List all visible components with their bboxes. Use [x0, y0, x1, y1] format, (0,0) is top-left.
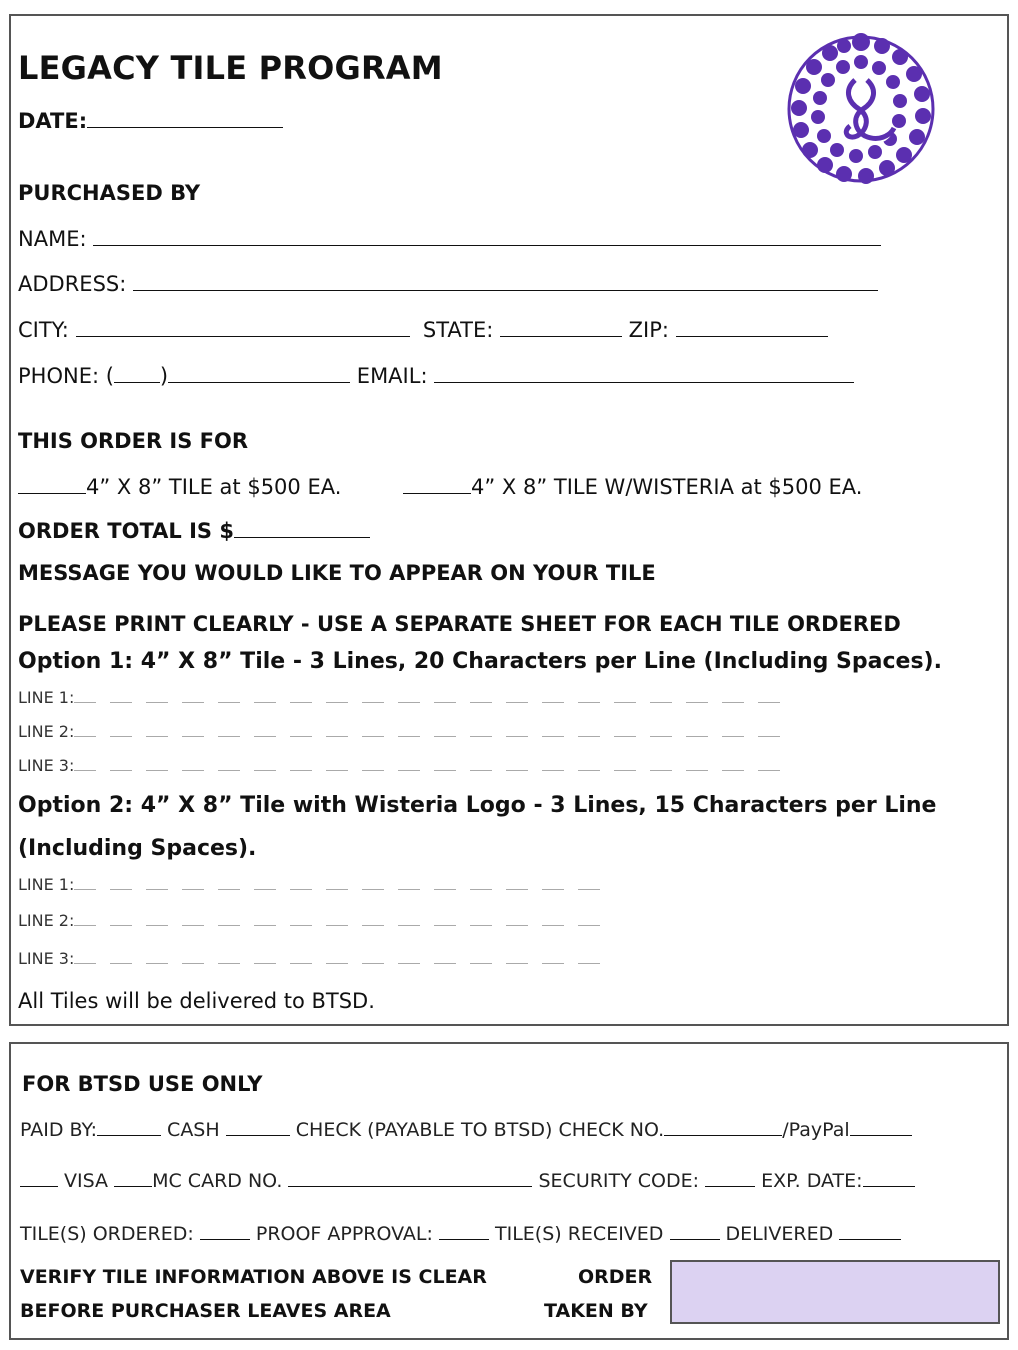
character-blank[interactable]: [326, 735, 348, 737]
character-blank[interactable]: [542, 735, 564, 737]
character-blank[interactable]: [254, 924, 276, 926]
character-blank[interactable]: [686, 735, 708, 737]
office-heading: FOR BTSD USE ONLY: [22, 1072, 263, 1096]
option1-line2[interactable]: [18, 724, 794, 740]
character-blank[interactable]: [218, 735, 240, 737]
order-taken-line-1: ORDER: [578, 1266, 653, 1288]
character-blank[interactable]: [218, 888, 240, 890]
character-blank[interactable]: [182, 888, 204, 890]
character-blank[interactable]: [362, 769, 384, 771]
payment-row[interactable]: [20, 1121, 912, 1140]
check-label: CHECK (PAYABLE TO BTSD) CHECK NO.: [295, 1119, 665, 1141]
order-heading: THIS ORDER IS FOR: [18, 429, 249, 453]
character-blank[interactable]: [254, 769, 276, 771]
character-blank[interactable]: [578, 735, 600, 737]
character-blank[interactable]: [182, 769, 204, 771]
character-blank[interactable]: [686, 769, 708, 771]
phone-label: PHONE: (: [18, 364, 114, 388]
character-blank[interactable]: [362, 701, 384, 703]
security-code-label: SECURITY CODE:: [538, 1170, 700, 1192]
character-blank[interactable]: [146, 924, 168, 926]
option2-line2[interactable]: [18, 913, 614, 929]
option1-line3[interactable]: [18, 758, 794, 774]
character-blank[interactable]: [542, 701, 564, 703]
page-title: LEGACY TILE PROGRAM: [18, 49, 443, 87]
character-blank[interactable]: [182, 701, 204, 703]
character-blank[interactable]: [506, 924, 528, 926]
name-label: NAME:: [18, 227, 87, 251]
line-label: LINE 3:: [18, 756, 75, 775]
order-total-label: ORDER TOTAL IS $: [18, 519, 234, 543]
character-blank[interactable]: [362, 735, 384, 737]
print-note: PLEASE PRINT CLEARLY - USE A SEPARATE SHEET FOR EACH TILE ORDERED: [18, 612, 901, 636]
character-blank[interactable]: [110, 962, 132, 964]
character-blank[interactable]: [182, 924, 204, 926]
date-field[interactable]: [18, 111, 283, 132]
card-row[interactable]: [20, 1172, 915, 1191]
paypal-label: /PayPal: [782, 1119, 850, 1141]
character-blank[interactable]: [470, 701, 492, 703]
character-blank[interactable]: [326, 924, 348, 926]
email-label: EMAIL:: [356, 364, 428, 388]
character-blank[interactable]: [650, 769, 672, 771]
character-blank[interactable]: [326, 888, 348, 890]
tile-option-a[interactable]: [18, 477, 341, 498]
character-blank[interactable]: [74, 924, 96, 926]
tile-option-a-label: 4” X 8” TILE at $500 EA.: [86, 475, 342, 499]
character-blank[interactable]: [722, 701, 744, 703]
character-blank[interactable]: [578, 888, 600, 890]
line-label: LINE 2:: [18, 911, 75, 930]
character-blank[interactable]: [110, 769, 132, 771]
city-label: CITY:: [18, 318, 69, 342]
phone-paren: ): [159, 364, 169, 388]
character-blank[interactable]: [614, 701, 636, 703]
character-blank[interactable]: [74, 769, 96, 771]
line-label: LINE 2:: [18, 722, 75, 741]
character-blank[interactable]: [218, 924, 240, 926]
character-blank[interactable]: [146, 769, 168, 771]
phone-email-row[interactable]: [18, 366, 854, 387]
character-blank[interactable]: [578, 769, 600, 771]
character-blank[interactable]: [470, 735, 492, 737]
character-blank[interactable]: [74, 735, 96, 737]
character-blank[interactable]: [650, 735, 672, 737]
character-blank[interactable]: [110, 924, 132, 926]
character-blank[interactable]: [398, 769, 420, 771]
character-blank[interactable]: [434, 701, 456, 703]
character-blank[interactable]: [290, 735, 312, 737]
tiles-ordered-label: TILE(S) ORDERED:: [20, 1223, 194, 1245]
character-blank[interactable]: [74, 888, 96, 890]
character-blank[interactable]: [74, 701, 96, 703]
character-blank[interactable]: [362, 888, 384, 890]
character-blank[interactable]: [686, 701, 708, 703]
date-label: DATE:: [18, 109, 88, 133]
line-label: LINE 1:: [18, 875, 75, 894]
character-blank[interactable]: [254, 962, 276, 964]
character-blank[interactable]: [218, 962, 240, 964]
character-blank[interactable]: [290, 769, 312, 771]
character-blank[interactable]: [398, 735, 420, 737]
character-blank[interactable]: [614, 769, 636, 771]
character-blank[interactable]: [614, 735, 636, 737]
character-blank[interactable]: [218, 701, 240, 703]
character-blank[interactable]: [326, 962, 348, 964]
cash-label: CASH: [167, 1119, 220, 1141]
character-blank[interactable]: [110, 888, 132, 890]
character-blank[interactable]: [74, 962, 96, 964]
zip-label: ZIP:: [628, 318, 669, 342]
character-blank[interactable]: [542, 769, 564, 771]
character-blank[interactable]: [290, 888, 312, 890]
option2-line3[interactable]: [18, 951, 614, 967]
name-field[interactable]: [18, 229, 881, 250]
character-blank[interactable]: [578, 924, 600, 926]
character-blank[interactable]: [146, 962, 168, 964]
character-blank[interactable]: [434, 735, 456, 737]
character-blank[interactable]: [398, 924, 420, 926]
character-blank[interactable]: [326, 769, 348, 771]
message-heading: MESSAGE YOU WOULD LIKE TO APPEAR ON YOUR TILE: [18, 561, 656, 585]
character-blank[interactable]: [506, 888, 528, 890]
character-blank[interactable]: [506, 962, 528, 964]
option2-heading-cont: (Including Spaces).: [18, 836, 257, 861]
character-blank[interactable]: [218, 769, 240, 771]
character-blank[interactable]: [578, 701, 600, 703]
character-blank[interactable]: [362, 924, 384, 926]
character-blank[interactable]: [542, 888, 564, 890]
character-blank[interactable]: [722, 769, 744, 771]
character-blank[interactable]: [398, 888, 420, 890]
character-blank[interactable]: [434, 888, 456, 890]
character-blank[interactable]: [146, 888, 168, 890]
address-label: ADDRESS:: [18, 272, 127, 296]
character-blank[interactable]: [254, 888, 276, 890]
visa-label: VISA: [64, 1170, 109, 1192]
verify-line-1: VERIFY TILE INFORMATION ABOVE IS CLEAR: [20, 1266, 487, 1288]
character-blank[interactable]: [110, 735, 132, 737]
character-blank[interactable]: [470, 962, 492, 964]
status-row[interactable]: [20, 1225, 901, 1244]
character-blank[interactable]: [434, 924, 456, 926]
line-label: LINE 3:: [18, 949, 75, 968]
character-blank[interactable]: [290, 701, 312, 703]
order-taken-line-2: TAKEN BY: [544, 1300, 648, 1322]
character-blank[interactable]: [650, 701, 672, 703]
character-blank[interactable]: [146, 701, 168, 703]
delivered-label: DELIVERED: [725, 1223, 834, 1245]
tiles-received-label: TILE(S) RECEIVED: [495, 1223, 664, 1245]
delivery-note: All Tiles will be delivered to BTSD.: [18, 989, 375, 1013]
character-blank[interactable]: [254, 735, 276, 737]
character-blank[interactable]: [182, 735, 204, 737]
character-blank[interactable]: [758, 701, 780, 703]
paid-by-label: PAID BY:: [20, 1119, 97, 1141]
purchaser-heading: PURCHASED BY: [18, 181, 201, 205]
character-blank[interactable]: [290, 962, 312, 964]
character-blank[interactable]: [254, 701, 276, 703]
character-blank[interactable]: [470, 888, 492, 890]
order-taken-by-input[interactable]: [670, 1260, 1000, 1324]
character-blank[interactable]: [722, 735, 744, 737]
tile-option-b-label: 4” X 8” TILE W/WISTERIA at $500 EA.: [471, 475, 863, 499]
proof-approval-label: PROOF APPROVAL:: [255, 1223, 433, 1245]
character-blank[interactable]: [146, 735, 168, 737]
character-blank[interactable]: [434, 962, 456, 964]
character-blank[interactable]: [362, 962, 384, 964]
character-blank[interactable]: [290, 924, 312, 926]
exp-date-label: EXP. DATE:: [761, 1170, 863, 1192]
character-blank[interactable]: [542, 962, 564, 964]
option1-line1[interactable]: [18, 690, 794, 706]
character-blank[interactable]: [326, 701, 348, 703]
character-blank[interactable]: [470, 769, 492, 771]
character-blank[interactable]: [434, 769, 456, 771]
character-blank[interactable]: [470, 924, 492, 926]
option1-heading: Option 1: 4” X 8” Tile - 3 Lines, 20 Characters per Line (Including Spaces).: [18, 649, 942, 674]
verify-line-2: BEFORE PURCHASER LEAVES AREA: [20, 1300, 391, 1322]
character-blank[interactable]: [542, 924, 564, 926]
wisteria-crest-icon: [786, 28, 936, 190]
state-label: STATE:: [422, 318, 494, 342]
mc-label: MC CARD NO.: [152, 1170, 283, 1192]
address-field[interactable]: [18, 274, 878, 295]
option2-heading: Option 2: 4” X 8” Tile with Wisteria Logo - 3 Lines, 15 Characters per Line: [18, 793, 937, 818]
character-blank[interactable]: [758, 735, 780, 737]
character-blank[interactable]: [110, 701, 132, 703]
option2-line1[interactable]: [18, 877, 614, 893]
city-state-zip-row[interactable]: [18, 320, 828, 341]
character-blank[interactable]: [182, 962, 204, 964]
line-label: LINE 1:: [18, 688, 75, 707]
order-total-field[interactable]: [18, 521, 370, 542]
character-blank[interactable]: [506, 769, 528, 771]
character-blank[interactable]: [398, 701, 420, 703]
character-blank[interactable]: [506, 701, 528, 703]
character-blank[interactable]: [578, 962, 600, 964]
character-blank[interactable]: [758, 769, 780, 771]
character-blank[interactable]: [398, 962, 420, 964]
character-blank[interactable]: [506, 735, 528, 737]
tile-option-b[interactable]: [403, 477, 862, 498]
